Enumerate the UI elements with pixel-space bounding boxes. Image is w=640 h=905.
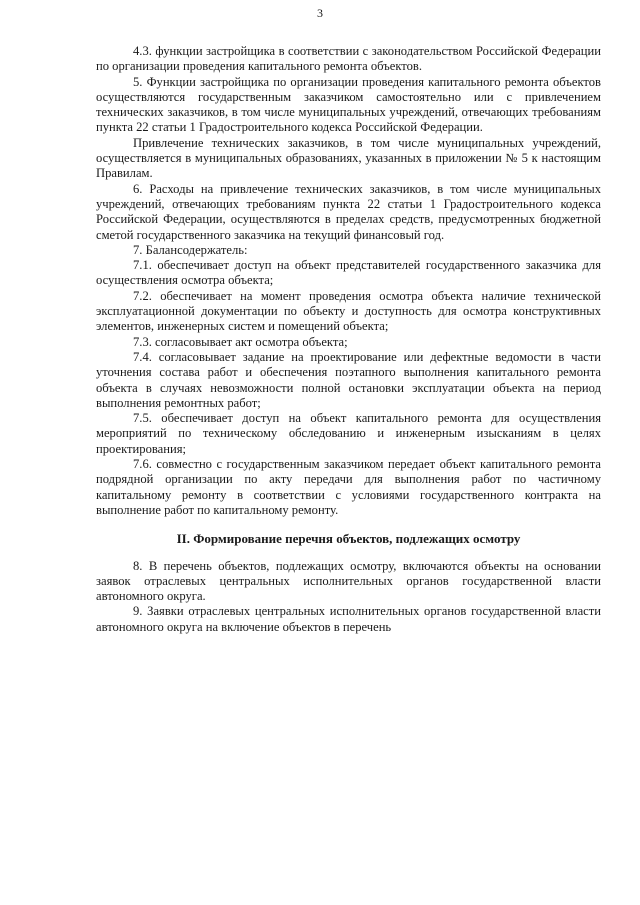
paragraph-5: 5. Функции застройщика по организации проведения капитального ремонта объектов осуществляются государственным заказчиком самостоятельно или с привлечением технических заказчиков, в том числе муниципальных учреждений, отвечающих требованиям пункта 22 статьи 1 Градостроительного кодекса Российской Федерации. (96, 74, 601, 135)
paragraph-8: 8. В перечень объектов, подлежащих осмотру, включаются объекты на основании заявок отраслевых центральных исполнительных органов государственной власти автономного округа. (96, 558, 601, 604)
paragraph-6: 6. Расходы на привлечение технических заказчиков, в том числе муниципальных учреждений, отвечающих требованиям пункта 22 статьи 1 Градостроительного кодекса Российской Федерации, осуществляются в пределах средств, предусмотренных бюджетной сметой государственного заказчика на текущий финансовый год. (96, 181, 601, 242)
document-body (96, 44, 601, 635)
paragraph-5-continued: Привлечение технических заказчиков, в том числе муниципальных учреждений, осуществляется в муниципальных образованиях, указанных в приложении № 5 к настоящим Правилам. (96, 135, 601, 181)
paragraph-4-3: 4.3. функции застройщика в соответствии с законодательством Российской Федерации по организации проведения капитального ремонта объектов. (96, 44, 601, 74)
page-number: 3 (317, 6, 323, 20)
section-heading: II. Формирование перечня объектов, подлежащих осмотру (176, 531, 521, 547)
paragraph-7-1: 7.1. обеспечивает доступ на объект представителей государственного заказчика для осуществления осмотра объекта; (96, 258, 601, 288)
paragraph-7-3: 7.3. согласовывает акт осмотра объекта; (133, 334, 348, 349)
paragraph-9: 9. Заявки отраслевых центральных исполнительных органов государственной власти автономного округа на включение объектов в перечень (96, 604, 601, 634)
paragraph-7: 7. Балансодержатель: (133, 242, 248, 257)
paragraph-7-5: 7.5. обеспечивает доступ на объект капитального ремонта для осуществления мероприятий по техническому обследованию и инженерным изысканиям в целях проектирования; (96, 411, 601, 456)
paragraph-7-4: 7.4. согласовывает задание на проектирование или дефектные ведомости в части уточнения состава работ и обеспечения поэтапного выполнения капитального ремонта объекта в случаях невозможности полной остановки эксплуатации объекта на период выполнения ремонтных работ; (96, 349, 601, 410)
paragraph-7-2: 7.2. обеспечивает на момент проведения осмотра объекта наличие технической эксплуатационной документации по объекту и доступность для осмотра конструктивных элементов, инженерных систем и помещений объекта; (96, 288, 601, 334)
paragraph-7-6: 7.6. совместно с государственным заказчиком передает объект капитального ремонта подрядной организации по акту передачи для выполнения работ по частичному капитальному ремонту в соответствии с условиями государственного контракта на выполнение работ по капитальному ремонту. (96, 457, 601, 517)
